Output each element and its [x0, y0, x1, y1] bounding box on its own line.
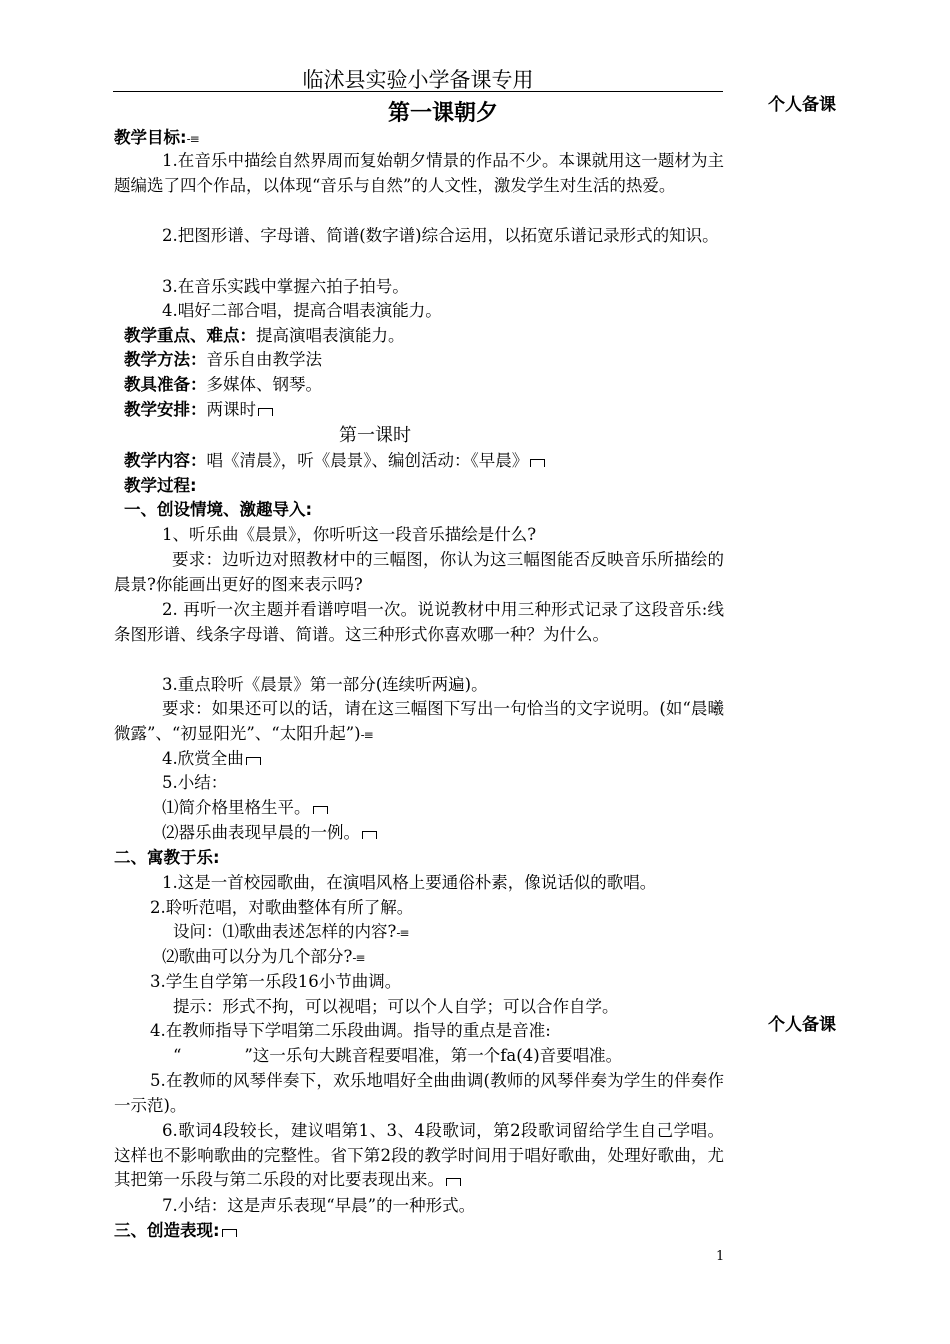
section2-item-3: 3.学生自学第一乐段16小节曲调。 [150, 972, 402, 991]
paragraph-mark-icon [313, 806, 328, 814]
field-key-points: 教学重点、难点：提高演唱表演能力。 [124, 326, 405, 345]
section2-item-4-detail: “ ”这一乐句大跳音程要唱准，第一个fa(4)音要唱准。 [173, 1046, 623, 1065]
content-label: 教学内容 [124, 451, 190, 470]
header-rule [113, 91, 723, 92]
section2-item-4: 4.在教师指导下学唱第二乐段曲调。指导的重点是音准: [150, 1021, 551, 1040]
section2-title: 二、寓教于乐: [114, 848, 220, 867]
paragraph-mark-icon [530, 459, 545, 467]
section1-item-5-2: ⑵器乐曲表现早晨的一例。 [162, 821, 377, 845]
section2-item-3-tip: 提示：形式不拘，可以视唱；可以个人自学；可以合作自学。 [173, 997, 619, 1016]
section2-item-1: 1.这是一首校园歌曲，在演唱风格上要通俗朴素，像说话似的歌唱。 [162, 873, 657, 892]
goal-item-1: 1.在音乐中描绘自然界周而复始朝夕情景的作品不少。本课就用这一题材为主题编选了四个作品，以体现“音乐与自然”的人文性，激发学生对生活的热爱。 [114, 151, 724, 195]
goal-item-3: 3.在音乐实践中掌握六拍子拍号。 [162, 277, 409, 296]
field-label: 教学安排 [124, 400, 190, 419]
section1-item-4: 4.欣赏全曲 [162, 747, 261, 771]
section1-item-5: 5.小结： [162, 773, 228, 792]
field-value: 多媒体、钢琴。 [206, 375, 322, 394]
goal-item-4: 4.唱好二部合唱，提高合唱表演能力。 [162, 301, 442, 320]
paragraph-mark-icon [362, 831, 377, 839]
page-number: 1 [716, 1249, 725, 1264]
lesson-title: 第一课朝夕 [387, 100, 498, 126]
process-label: 教学过程: [124, 476, 197, 495]
section1-item-5-1: ⑴简介格里格生平。 [162, 796, 328, 820]
section1-item-1-req: 要求：边听边对照教材中的三幅图，你认为这三幅图能否反映音乐所描绘的晨景?你能画出更好的图来表示吗? [114, 550, 724, 594]
content-line: 教学内容：唱《清晨》，听《晨景》、编创活动：《早晨》 [124, 449, 545, 473]
content-value: 唱《清晨》，听《晨景》、编创活动：《早晨》 [206, 451, 529, 470]
field-schedule: 教学安排：两课时 [124, 398, 273, 422]
section2-item-5: 5.在教师的风琴伴奏下，欢乐地唱好全曲曲调(教师的风琴伴奏为学生的伴奏作一示范)。 [114, 1071, 724, 1115]
section2-item-7: 7.小结：这是声乐表现“早晨”的一种形式。 [162, 1196, 476, 1215]
field-tools: 教具准备：多媒体、钢琴。 [124, 375, 322, 394]
field-method: 教学方法：音乐自由教学法 [124, 350, 322, 369]
side-note-bottom: 个人备课 [768, 1015, 836, 1035]
field-value: 提高演唱表演能力。 [256, 326, 405, 345]
section1-item-2: 2. 再听一次主题并看谱哼唱一次。说说教材中用三种形式记录了这段音乐:线条图形谱、线条字母谱、简谱。这三种形式你喜欢哪一种？为什么。 [114, 600, 724, 644]
section3-title: 三、创造表现: [114, 1219, 237, 1243]
section2-item-2-q2: ⑵歌曲可以分为几个部分?-≡ [162, 947, 365, 966]
marker: -≡ [360, 727, 373, 742]
section2-item-2-q1: 设问：⑴歌曲表述怎样的内容?-≡ [173, 922, 409, 941]
paragraph-mark-icon [222, 1229, 237, 1237]
goals-label: 教学目标: [114, 128, 187, 147]
field-label: 教学重点、难点 [124, 326, 240, 345]
field-label: 教具准备 [124, 375, 190, 394]
section2-item-6: 6.歌词4段较长，建议唱第1、3、4段歌词，第2段歌词留给学生自己学唱。这样也不影响歌曲的完整性。省下第2段的教学时间用于唱好歌曲，处理好歌曲，尤其把第一乐段与第二乐段的对比要表现出来。 [114, 1121, 724, 1189]
section1-item-3: 3.重点聆听《晨景》第一部分(连续听两遍)。 [162, 675, 488, 694]
goal-marker: -≡ [186, 132, 199, 146]
field-label: 教学方法 [124, 350, 190, 369]
section1-item-1: 1、听乐曲《晨景》，你听听这一段音乐描绘是什么? [162, 525, 537, 544]
section2-item-2: 2.聆听范唱，对歌曲整体有所了解。 [150, 898, 414, 917]
period-title: 第一课时 [339, 425, 411, 446]
side-note-top: 个人备课 [768, 95, 836, 115]
paragraph-mark-icon [246, 757, 261, 765]
goals-heading [114, 126, 199, 151]
school-header: 临沭县实验小学备课专用 [302, 68, 534, 92]
paragraph-mark-icon [446, 1178, 461, 1186]
section1-title: 一、创设情境、激趣导入: [124, 500, 313, 519]
section1-item-3-req: 要求：如果还可以的话，请在这三幅图下写出一句恰当的文字说明。(如“晨曦微露”、“初显阳光”、“太阳升起”)-≡ [114, 699, 724, 743]
field-value: 两课时 [206, 400, 256, 419]
field-value: 音乐自由教学法 [206, 350, 322, 369]
goal-item-2: 2.把图形谱、字母谱、简谱(数字谱)综合运用，以拓宽乐谱记录形式的知识。 [162, 226, 719, 245]
paragraph-mark-icon [258, 408, 273, 416]
